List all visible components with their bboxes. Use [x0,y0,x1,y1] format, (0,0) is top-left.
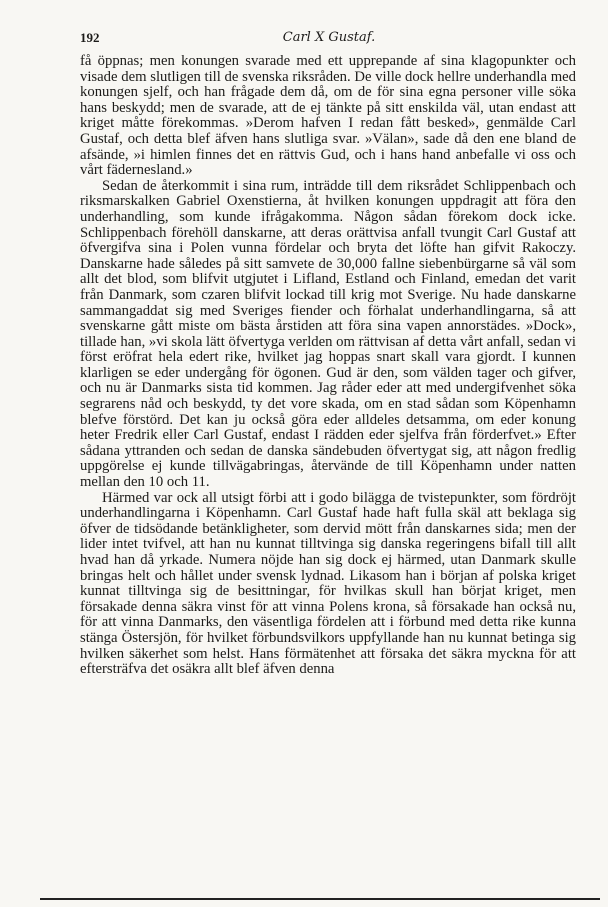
page-number: 192 [80,30,100,45]
paragraph: Sedan de återkommit i sina rum, inträdde till dem riksrådet Schlippenbach och riksmarskalken Gabriel Oxenstierna, åt hvilken konungen uppdragit att föra den underhandling, som kunde ifrågakomma. Någon sådan förekom dock icke. Schlippenbach förehöll danskarne, att deras orättvisa anfall tvungit Carl Gustaf att öfvergifva sina i Polen vunna fördelar och bryta det löfte han gifvit Rakoczy. Danskarne hade således på sitt samvete de 30,000 fallne siebenbürgarne så väl som allt det blod, som blifvit utgjutet i Lifland, Estland och Finland, emedan det varit från Danmark, som czaren blifvit lockad till krig mot Sverige. Nu hade danskarne sammangaddat sig med Sveriges fiender och förhalat underhandlingarna, så att svenskarne gått miste om bästa årstiden att föra sina vapen annorstädes. »Dock», tillade han, »vi skola lätt öfvertyga verlden om rättvisan af detta vårt anfall, sedan vi först eröfrat hela edert rike, hvilket jag hoppas snart skall vara gjordt. I kunnen klarligen se eder undergång för ögonen. Gud är den, som välden tager och gifver, och nu är Danmarks sista tid kommen. Jag råder eder att med undergifvenhet söka segrarens nåd och beskydd, ty det vore skada, om en stad sådan som Köpenhamn blefve förstörd. Det kan ju också göra eder alldeles detsamma, om eder konung heter Fredrik eller Carl Gustaf, endast I rädden eder sjelfva från förderfvet.» Efter sådana yttranden och sedan de danska sändebuden öfvertygat sig, att någon fredlig uppgörelse ej kunde tillvägabringas, återvände de till Köpenhamn under natten mellan den 10 och 11. [80,177,576,491]
paragraph: Härmed var ock all utsigt förbi att i godo bilägga de tvistepunkter, som fördröjt underhandlingarna i Köpenhamn. Carl Gustaf hade haft fulla skäl att beklaga sig öfver de tidsödande betänkligheter, som dervid mött från danskarnes sida; men der lider intet tvifvel, att han nu kunnat tilltvinga sig danska regeringens bifall till allt hvad han då yrkade. Numera nöjde han sig dock ej härmed, utan Danmark skulle bringas helt och hållet under svensk lydnad. Likasom han i början af polska kriget kunnat tilltvinga sig de besittningar, för hvilkas skull han börjat kriget, men försakade denna säkra vinst för att vinna Polens krona, så försakade han också nu, för att vinna Danmarks, den väsentliga fördelen att i förbund med detta rike kunna stänga Östersjön, för hvilket förbundsvilkors uppfyllande han nu kunnat betinga sig hvilken säkerhet som helst. Hans förmätenhet att försaka det säkra myckna för att eftersträfva det osäkra allt blef äfven denna [80,489,576,678]
running-head: Carl X Gustaf. [282,30,376,45]
paragraph: få öppnas; men konungen svarade med ett upprepande af sina klagopunkter och visade dem slutligen till de svenska riksråden. De ville dock hellre underhandla med konungen sjelf, och han frågade dem då, om de för sina egna personer ville söka hans beskydd; men de svarade, att de ej tänkte på sitt enskilda väl, utan endast att kriget måtte förekommas. »Derom hafven I redan fått besked», genmälde Carl Gustaf, och detta blef äfven hans slutliga svar. »Välan», sade då den ene bland de afsände, »i himlen finnes det en rättvis Gud, och i hans hand anbefalle vi oss och vårt fädernesland.» [80,53,576,179]
page-header [80,30,578,50]
body-text [80,54,576,678]
bottom-rule [40,898,600,900]
